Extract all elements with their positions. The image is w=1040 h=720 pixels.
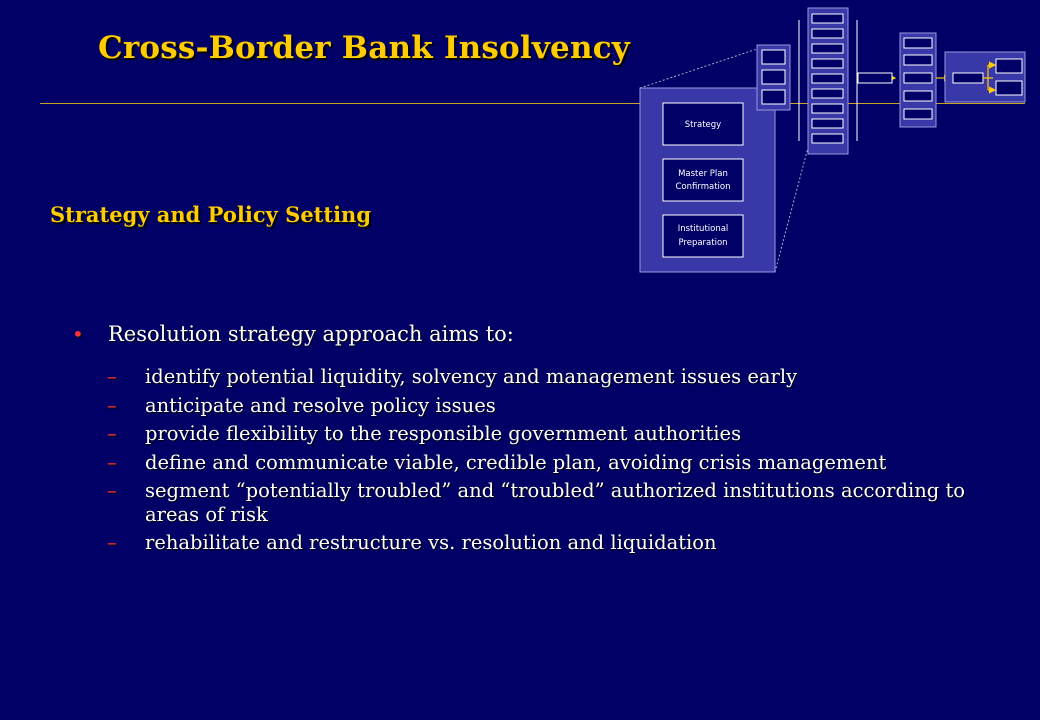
sub-bullet-text: rehabilitate and restructure vs. resolution and liquidation: [145, 531, 717, 554]
flow-box: [904, 38, 932, 48]
zoom-box-label: Institutional: [677, 224, 729, 234]
zoom-box-label: Preparation: [678, 238, 728, 248]
flow-box: [904, 73, 932, 83]
sub-bullet-text: segment “potentially troubled” and “troubled” authorized institutions according to areas of risk: [145, 479, 966, 526]
flow-box: [812, 29, 843, 38]
flow-box: [996, 59, 1022, 73]
flow-box: [762, 70, 785, 84]
sub-bullet-item: [107, 394, 1007, 418]
dash-marker: –: [107, 531, 117, 554]
zoom-line: [640, 49, 757, 88]
flow-box: [812, 104, 843, 113]
sub-bullet-item: [107, 422, 1007, 446]
process-flow-diagram: [0, 0, 1040, 300]
flow-box: [812, 59, 843, 68]
zoom-box-master-plan: [663, 159, 743, 201]
flow-box: [812, 14, 843, 23]
main-bullet-text: Resolution strategy approach aims to:: [108, 322, 514, 346]
flow-box: [904, 55, 932, 65]
flow-box: [762, 90, 785, 104]
flow-box: [996, 81, 1022, 95]
zoom-line: [775, 140, 810, 272]
dash-marker: –: [107, 393, 117, 417]
sub-bullet-text: provide flexibility to the responsible government authorities: [145, 422, 742, 445]
sub-bullet-item: [107, 479, 1007, 526]
flow-box: [812, 74, 843, 83]
zoom-box-label: Strategy: [684, 120, 722, 130]
dash-marker: –: [107, 450, 117, 474]
section-subtitle: Strategy and Policy Setting: [50, 202, 372, 227]
dash-marker: –: [107, 479, 117, 502]
flow-box: [904, 109, 932, 119]
flow-box: [904, 91, 932, 101]
slide-title: Cross-Border Bank Insolvency: [98, 30, 630, 66]
sub-bullet-item: [107, 531, 1007, 555]
sub-bullet-list: [107, 365, 1007, 560]
dash-marker: –: [107, 422, 117, 445]
zoom-box-label: Master Plan: [678, 169, 728, 179]
flow-box: [812, 134, 843, 143]
zoom-box-institutional: [663, 215, 743, 257]
flow-box: [858, 73, 892, 83]
sub-bullet-item: [107, 451, 1007, 475]
bullet-marker: •: [72, 322, 84, 346]
flow-box: [812, 119, 843, 128]
sub-bullet-text: anticipate and resolve policy issues: [145, 393, 496, 417]
flow-box: [953, 73, 983, 83]
flow-box: [762, 50, 785, 64]
sub-bullet-item: [107, 365, 1007, 389]
zoom-box-label: Confirmation: [675, 182, 731, 192]
flow-box: [812, 44, 843, 53]
sub-bullet-text: define and communicate viable, credible plan, avoiding crisis management: [145, 450, 887, 474]
sub-bullet-text: identify potential liquidity, solvency and management issues early: [145, 365, 798, 388]
flow-box: [812, 89, 843, 98]
dash-marker: –: [107, 365, 117, 388]
